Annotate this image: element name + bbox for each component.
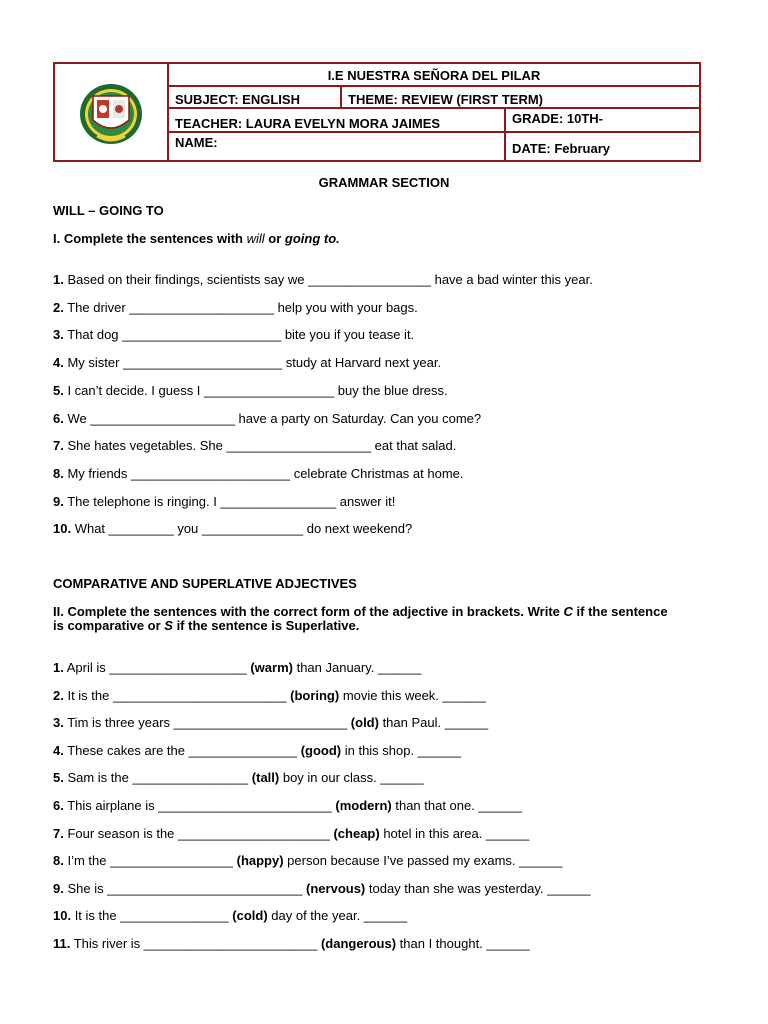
question-text-after: than January. ______ (292, 660, 422, 675)
adjective-hint: (tall) (251, 770, 280, 786)
part2-question (53, 936, 530, 951)
grade-label: GRADE: 10TH- (512, 111, 604, 126)
adjective-hint: (good) (300, 742, 342, 758)
part2-instructions-line2: is comparative or S if the sentence is Superlative. (53, 618, 360, 633)
question-text-after: than that one. ______ (391, 798, 522, 813)
adjective-hint: (old) (350, 715, 379, 731)
header-row-school (169, 64, 699, 87)
question-number: 1. (53, 660, 64, 675)
question-text-before: These cakes are the _______________ (63, 742, 301, 758)
question-number: 7. (53, 438, 64, 454)
part2-question (53, 881, 591, 896)
question-text-before: This river is ________________________ (70, 936, 321, 951)
question-number: 4. (53, 742, 64, 758)
question-number: 3. (53, 715, 64, 731)
question-text-after: than I thought. ______ (396, 936, 530, 951)
header-table (53, 62, 701, 162)
adjective-hint: (warm) (250, 660, 293, 675)
part1-question (53, 355, 441, 370)
adjective-hint: (cold) (232, 908, 268, 924)
question-number: 8. (53, 853, 64, 869)
part1-question (53, 327, 414, 342)
header-row-teacher (169, 109, 699, 133)
question-text: My sister ______________________ study at Harvard next year. (63, 355, 442, 371)
question-number: 9. (53, 493, 64, 509)
teacher-label: TEACHER: LAURA EVELYN MORA JAIMES (169, 109, 506, 131)
part1-heading: WILL – GOING TO (53, 203, 164, 218)
part2-question (53, 743, 461, 758)
part2-instructions-line1: II. Complete the sentences with the correct form of the adjective in brackets. Write C if the sentence (53, 604, 668, 619)
question-text-before: She is ___________________________ (63, 880, 307, 896)
question-number: 2. (53, 299, 64, 315)
adjective-hint: (dangerous) (320, 936, 397, 951)
question-text-after: in this shop. ______ (341, 742, 462, 758)
question-text: The telephone is ringing. I ________________ answer it! (63, 493, 396, 509)
part1-question (53, 300, 418, 315)
question-text-after: person because I’ve passed my exams. ______ (283, 853, 563, 869)
part2-question (53, 715, 488, 730)
question-text: My friends ______________________ celebrate Christmas at home. (63, 465, 464, 481)
question-number: 10. (53, 908, 72, 924)
question-text: The driver ____________________ help you with your bags. (63, 299, 418, 315)
part1-question (53, 466, 464, 481)
question-text-before: Tim is three years ________________________ (63, 715, 351, 731)
part1-question (53, 272, 593, 287)
question-text-after: movie this week. ______ (339, 687, 486, 703)
question-number: 10. (53, 521, 72, 537)
question-number: 4. (53, 355, 64, 371)
question-number: 3. (53, 327, 64, 343)
question-number: 7. (53, 825, 64, 841)
question-text: What _________ you ______________ do next weekend? (71, 521, 413, 537)
part2-question (53, 688, 486, 703)
adjective-hint: (modern) (335, 798, 392, 813)
adjective-hint: (happy) (236, 853, 284, 869)
part2-heading: COMPARATIVE AND SUPERLATIVE ADJECTIVES (53, 576, 357, 591)
question-number: 5. (53, 770, 64, 786)
adjective-hint: (cheap) (333, 825, 380, 841)
question-text-before: Four season is the _____________________ (63, 825, 334, 841)
question-number: 9. (53, 880, 64, 896)
question-text-before: This airplane is ________________________ (63, 798, 336, 813)
question-text-after: day of the year. ______ (267, 908, 408, 924)
part2-question (53, 660, 421, 675)
part2-question (53, 770, 424, 785)
question-number: 8. (53, 465, 64, 481)
part1-question (53, 494, 395, 509)
question-text-before: Sam is the ________________ (63, 770, 252, 786)
question-text-before: It is the ________________________ (63, 687, 291, 703)
question-text: I can’t decide. I guess I __________________ buy the blue dress. (63, 382, 448, 398)
adjective-hint: (nervous) (306, 880, 366, 896)
question-text-after: boy in our class. ______ (279, 770, 424, 786)
question-number: 11. (53, 936, 71, 951)
adjective-hint: (boring) (290, 687, 340, 703)
question-number: 1. (53, 272, 64, 287)
part1-question (53, 383, 448, 398)
question-text-before: April is ___________________ (63, 660, 251, 675)
part2-question (53, 908, 407, 923)
part2-question (53, 826, 529, 841)
question-text-after: today than she was yesterday. ______ (365, 880, 591, 896)
question-text: She hates vegetables. She ____________________ eat that salad. (63, 438, 457, 454)
question-number: 6. (53, 798, 64, 813)
theme-label: THEME: REVIEW (FIRST TERM) (348, 92, 543, 107)
part1-question (53, 521, 412, 536)
school-crest-icon (79, 82, 143, 146)
question-text: That dog ______________________ bite you if you tease it. (63, 327, 415, 343)
logo-cell (55, 64, 169, 160)
question-text: Based on their findings, scientists say we _________________ have a bad winter this year. (63, 272, 593, 287)
subject-label: SUBJECT: ENGLISH (169, 87, 342, 107)
part1-instructions: I. Complete the sentences with will or going to. (53, 231, 340, 246)
question-text-before: It is the _______________ (71, 908, 233, 924)
question-text-after: than Paul. ______ (378, 715, 489, 731)
question-number: 5. (53, 382, 64, 398)
question-text-after: hotel in this area. ______ (379, 825, 530, 841)
question-text-before: I’m the _________________ (63, 853, 237, 869)
question-number: 2. (53, 687, 64, 703)
question-number: 6. (53, 410, 64, 426)
date-label: DATE: February (512, 141, 610, 156)
part1-question (53, 411, 481, 426)
name-field: NAME: (169, 133, 506, 160)
header-row-subject (169, 87, 699, 109)
part2-question (53, 853, 563, 868)
section-title: GRAMMAR SECTION (318, 175, 450, 190)
header-row-name (169, 133, 699, 160)
question-text: We ____________________ have a party on Saturday. Can you come? (63, 410, 482, 426)
part2-question (53, 798, 522, 813)
part1-question (53, 438, 456, 453)
school-name: I.E NUESTRA SEÑORA DEL PILAR (327, 68, 541, 83)
